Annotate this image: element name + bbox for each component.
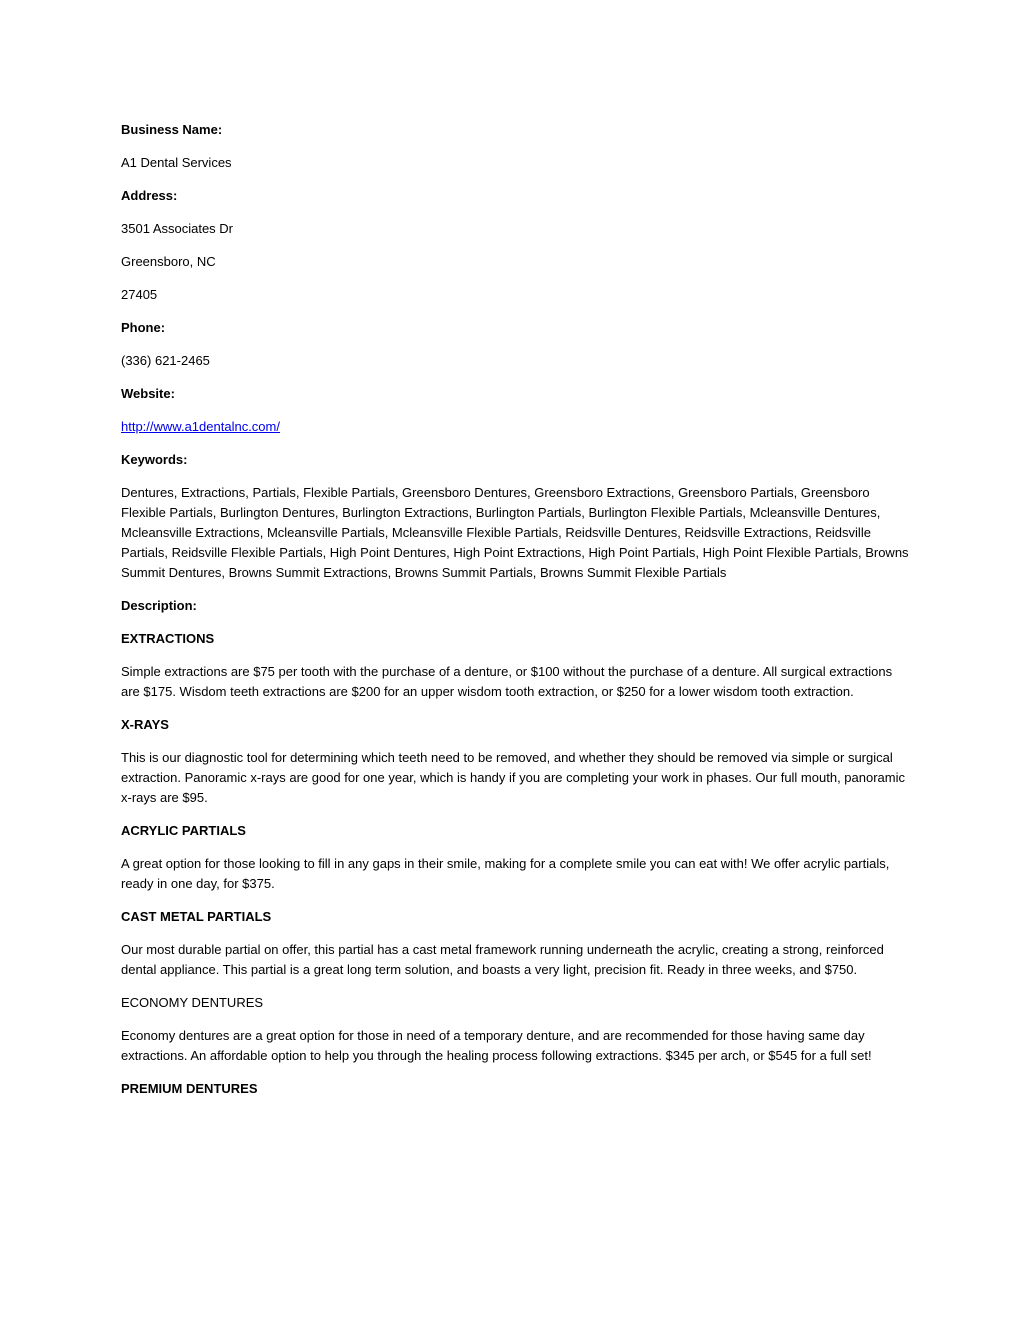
phone-label: Phone: bbox=[121, 320, 166, 335]
extractions-heading: EXTRACTIONS bbox=[121, 631, 215, 646]
keywords-label: Keywords: bbox=[121, 452, 188, 467]
address-label: Address: bbox=[121, 188, 178, 203]
xrays-heading: X-RAYS bbox=[121, 717, 169, 732]
xrays-text: This is our diagnostic tool for determining which teeth need to be removed, and whether they should be removed via simple or surgical extraction. Panoramic x-rays are good for one year, which is handy if you are completing your work in phases. Our full mouth, panoramic x-rays are $95. bbox=[121, 750, 905, 805]
address-city-state: Greensboro, NC bbox=[121, 254, 216, 269]
business-name-label: Business Name: bbox=[121, 122, 223, 137]
description-label: Description: bbox=[121, 598, 197, 613]
business-name: A1 Dental Services bbox=[121, 155, 232, 170]
website-label: Website: bbox=[121, 386, 175, 401]
economy-dentures-text: Economy dentures are a great option for those in need of a temporary denture, and are recommended for those having same day extractions. An affordable option to help you through the healing process following extractions. $345 per arch, or $545 for a full set! bbox=[121, 1028, 872, 1063]
keywords-text: Dentures, Extractions, Partials, Flexible Partials, Greensboro Dentures, Greensboro Extractions, Greensboro Partials, Greensboro Flexible Partials, Burlington Dentures, Burlington Extractions, Burlington Partials, Burlington Flexible Partials, Mcleansville Dentures, Mcleansville Extractions, Mcleansville Partials, Mcleansville Flexible Partials, Reidsville Dentures, Reidsville Extractions, Reidsville Partials, Reidsville Flexible Partials, High Point Dentures, High Point Extractions, High Point Partials, High Point Flexible Partials, Browns Summit Dentures, Browns Summit Extractions, Browns Summit Partials, Browns Summit Flexible Partials bbox=[121, 485, 909, 580]
economy-dentures-heading: ECONOMY DENTURES bbox=[121, 995, 264, 1010]
phone-number: (336) 621-2465 bbox=[121, 353, 210, 368]
address-street: 3501 Associates Dr bbox=[121, 221, 234, 236]
extractions-text: Simple extractions are $75 per tooth with the purchase of a denture, or $100 without the purchase of a denture. All surgical extractions are $175. Wisdom teeth extractions are $200 for an upper wisdom tooth extraction, or $250 for a lower wisdom tooth extraction. bbox=[121, 664, 893, 699]
acrylic-partials-text: A great option for those looking to fill in any gaps in their smile, making for a complete smile you can eat with! We offer acrylic partials, ready in one day, for $375. bbox=[121, 856, 890, 891]
cast-metal-partials-text: Our most durable partial on offer, this partial has a cast metal framework running underneath the acrylic, creating a strong, reinforced dental appliance. This partial is a great long term solution, and boasts a very light, precision fit. Ready in three weeks, and $750. bbox=[121, 942, 884, 977]
acrylic-partials-heading: ACRYLIC PARTIALS bbox=[121, 823, 246, 838]
cast-metal-partials-heading: CAST METAL PARTIALS bbox=[121, 909, 272, 924]
document-page bbox=[121, 120, 911, 1112]
address-zip: 27405 bbox=[121, 287, 158, 302]
premium-dentures-heading: PREMIUM DENTURES bbox=[121, 1081, 258, 1096]
website-link[interactable]: http://www.a1dentalnc.com/ bbox=[121, 419, 280, 434]
